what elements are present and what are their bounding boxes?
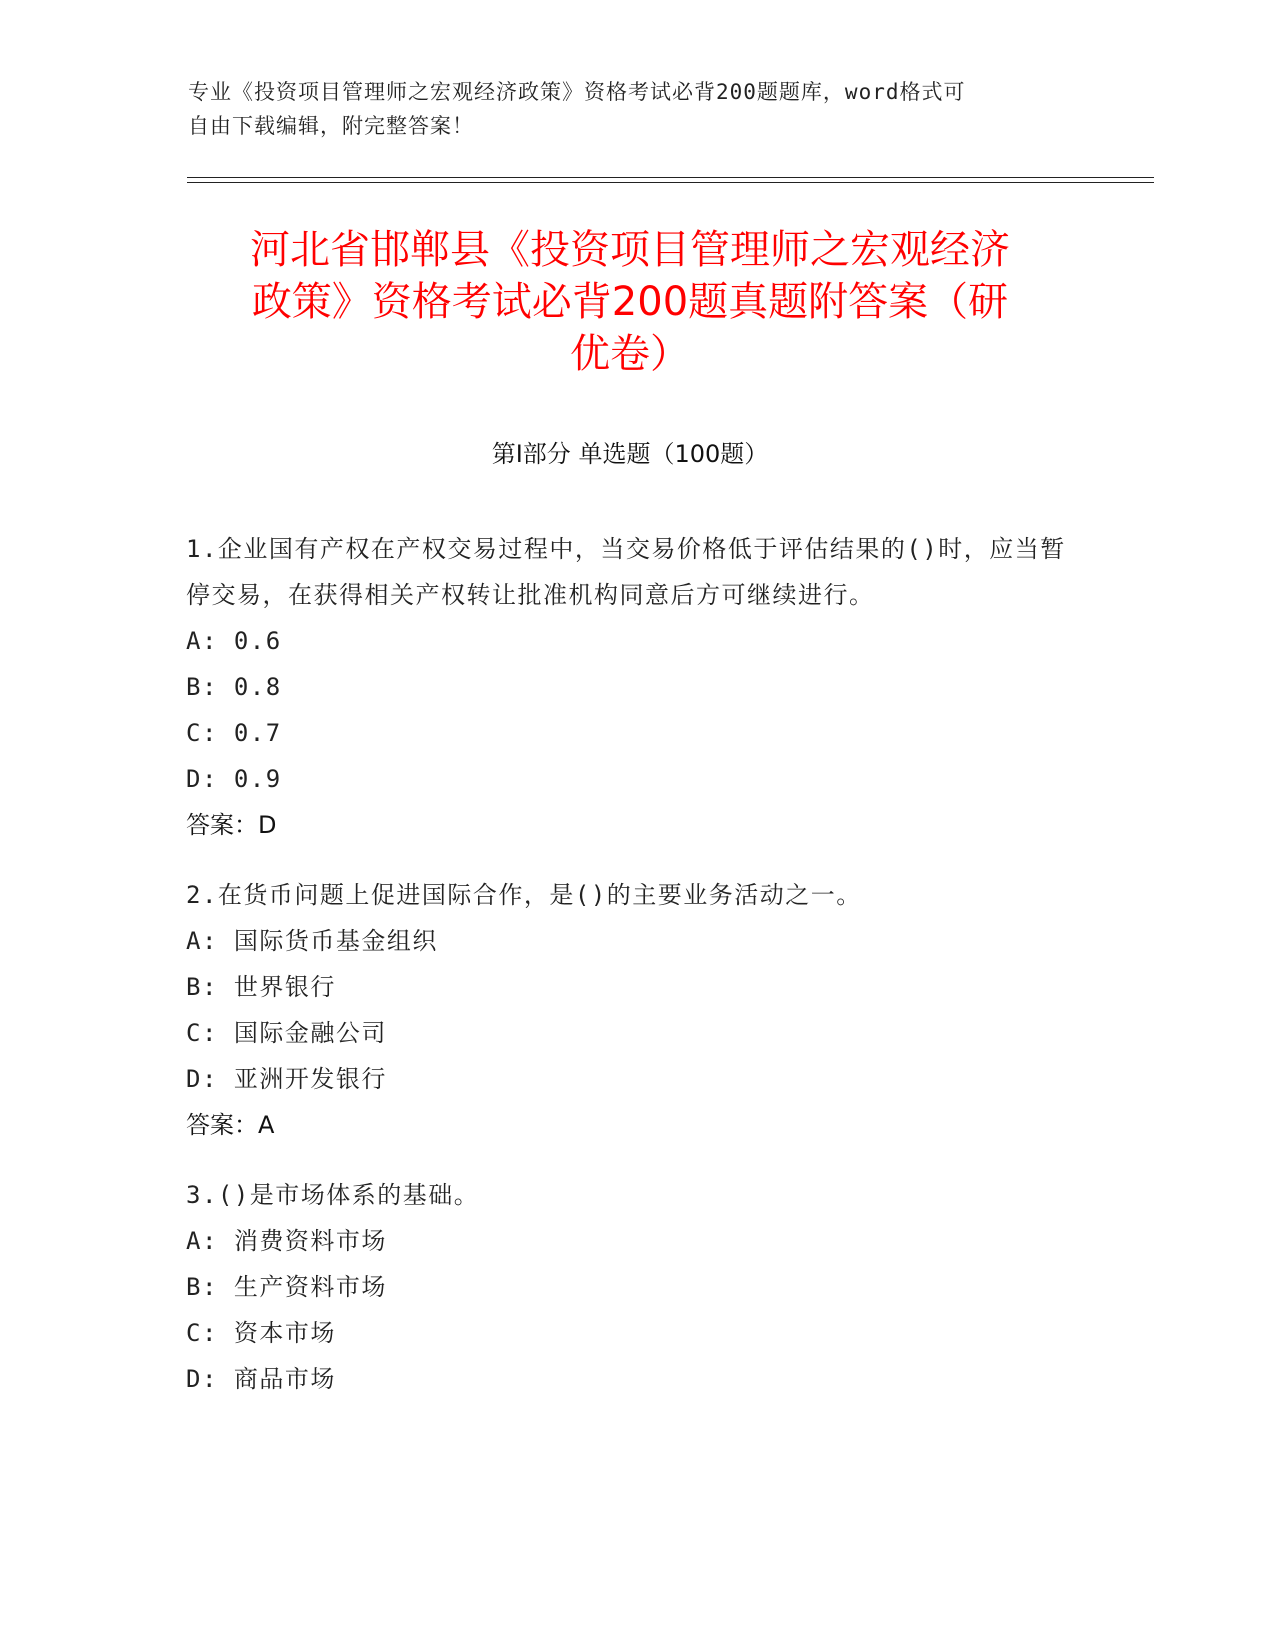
- question-3: [186, 1172, 1066, 1402]
- option-d: D: 商品市场: [186, 1365, 336, 1393]
- question-list: [186, 526, 1066, 1426]
- option-c: C: 0.7: [186, 719, 282, 747]
- question-stem: 1.企业国有产权在产权交易过程中，当交易价格低于评估结果的()时，应当暂停交易，在获得相关产权转让批准机构同意后方可继续进行。: [186, 535, 1066, 609]
- intro-line-2: 自由下载编辑，附完整答案！: [188, 114, 474, 138]
- question-1: [186, 526, 1066, 848]
- document-title: [190, 224, 1070, 380]
- option-c: C: 资本市场: [186, 1319, 336, 1347]
- option-a: A: 消费资料市场: [186, 1227, 387, 1255]
- question-2: [186, 872, 1066, 1148]
- option-d: D: 0.9: [186, 765, 282, 793]
- title-line-3: 优卷）: [570, 331, 690, 377]
- title-line-1: 河北省邯郸县《投资项目管理师之宏观经济: [250, 227, 1010, 273]
- question-stem: 3.()是市场体系的基础。: [186, 1181, 480, 1209]
- intro-text: [188, 75, 1068, 143]
- option-a: A: 0.6: [186, 627, 282, 655]
- section-heading: 第Ⅰ部分 单选题（100题）: [491, 440, 769, 468]
- answer-line: 答案：D: [186, 811, 277, 839]
- header-divider-thin: [187, 182, 1154, 183]
- option-d: D: 亚洲开发银行: [186, 1065, 387, 1093]
- intro-line-1: 专业《投资项目管理师之宏观经济政策》资格考试必背200题题库，word格式可: [188, 80, 966, 104]
- title-line-2: 政策》资格考试必背200题真题附答案（研: [251, 279, 1009, 325]
- option-c: C: 国际金融公司: [186, 1019, 387, 1047]
- option-b: B: 世界银行: [186, 973, 336, 1001]
- answer-line: 答案：A: [186, 1111, 275, 1139]
- option-a: A: 国际货币基金组织: [186, 927, 438, 955]
- option-b: B: 0.8: [186, 673, 282, 701]
- question-stem: 2.在货币问题上促进国际合作，是()的主要业务活动之一。: [186, 881, 862, 909]
- header-divider-thick: [187, 177, 1154, 178]
- option-b: B: 生产资料市场: [186, 1273, 387, 1301]
